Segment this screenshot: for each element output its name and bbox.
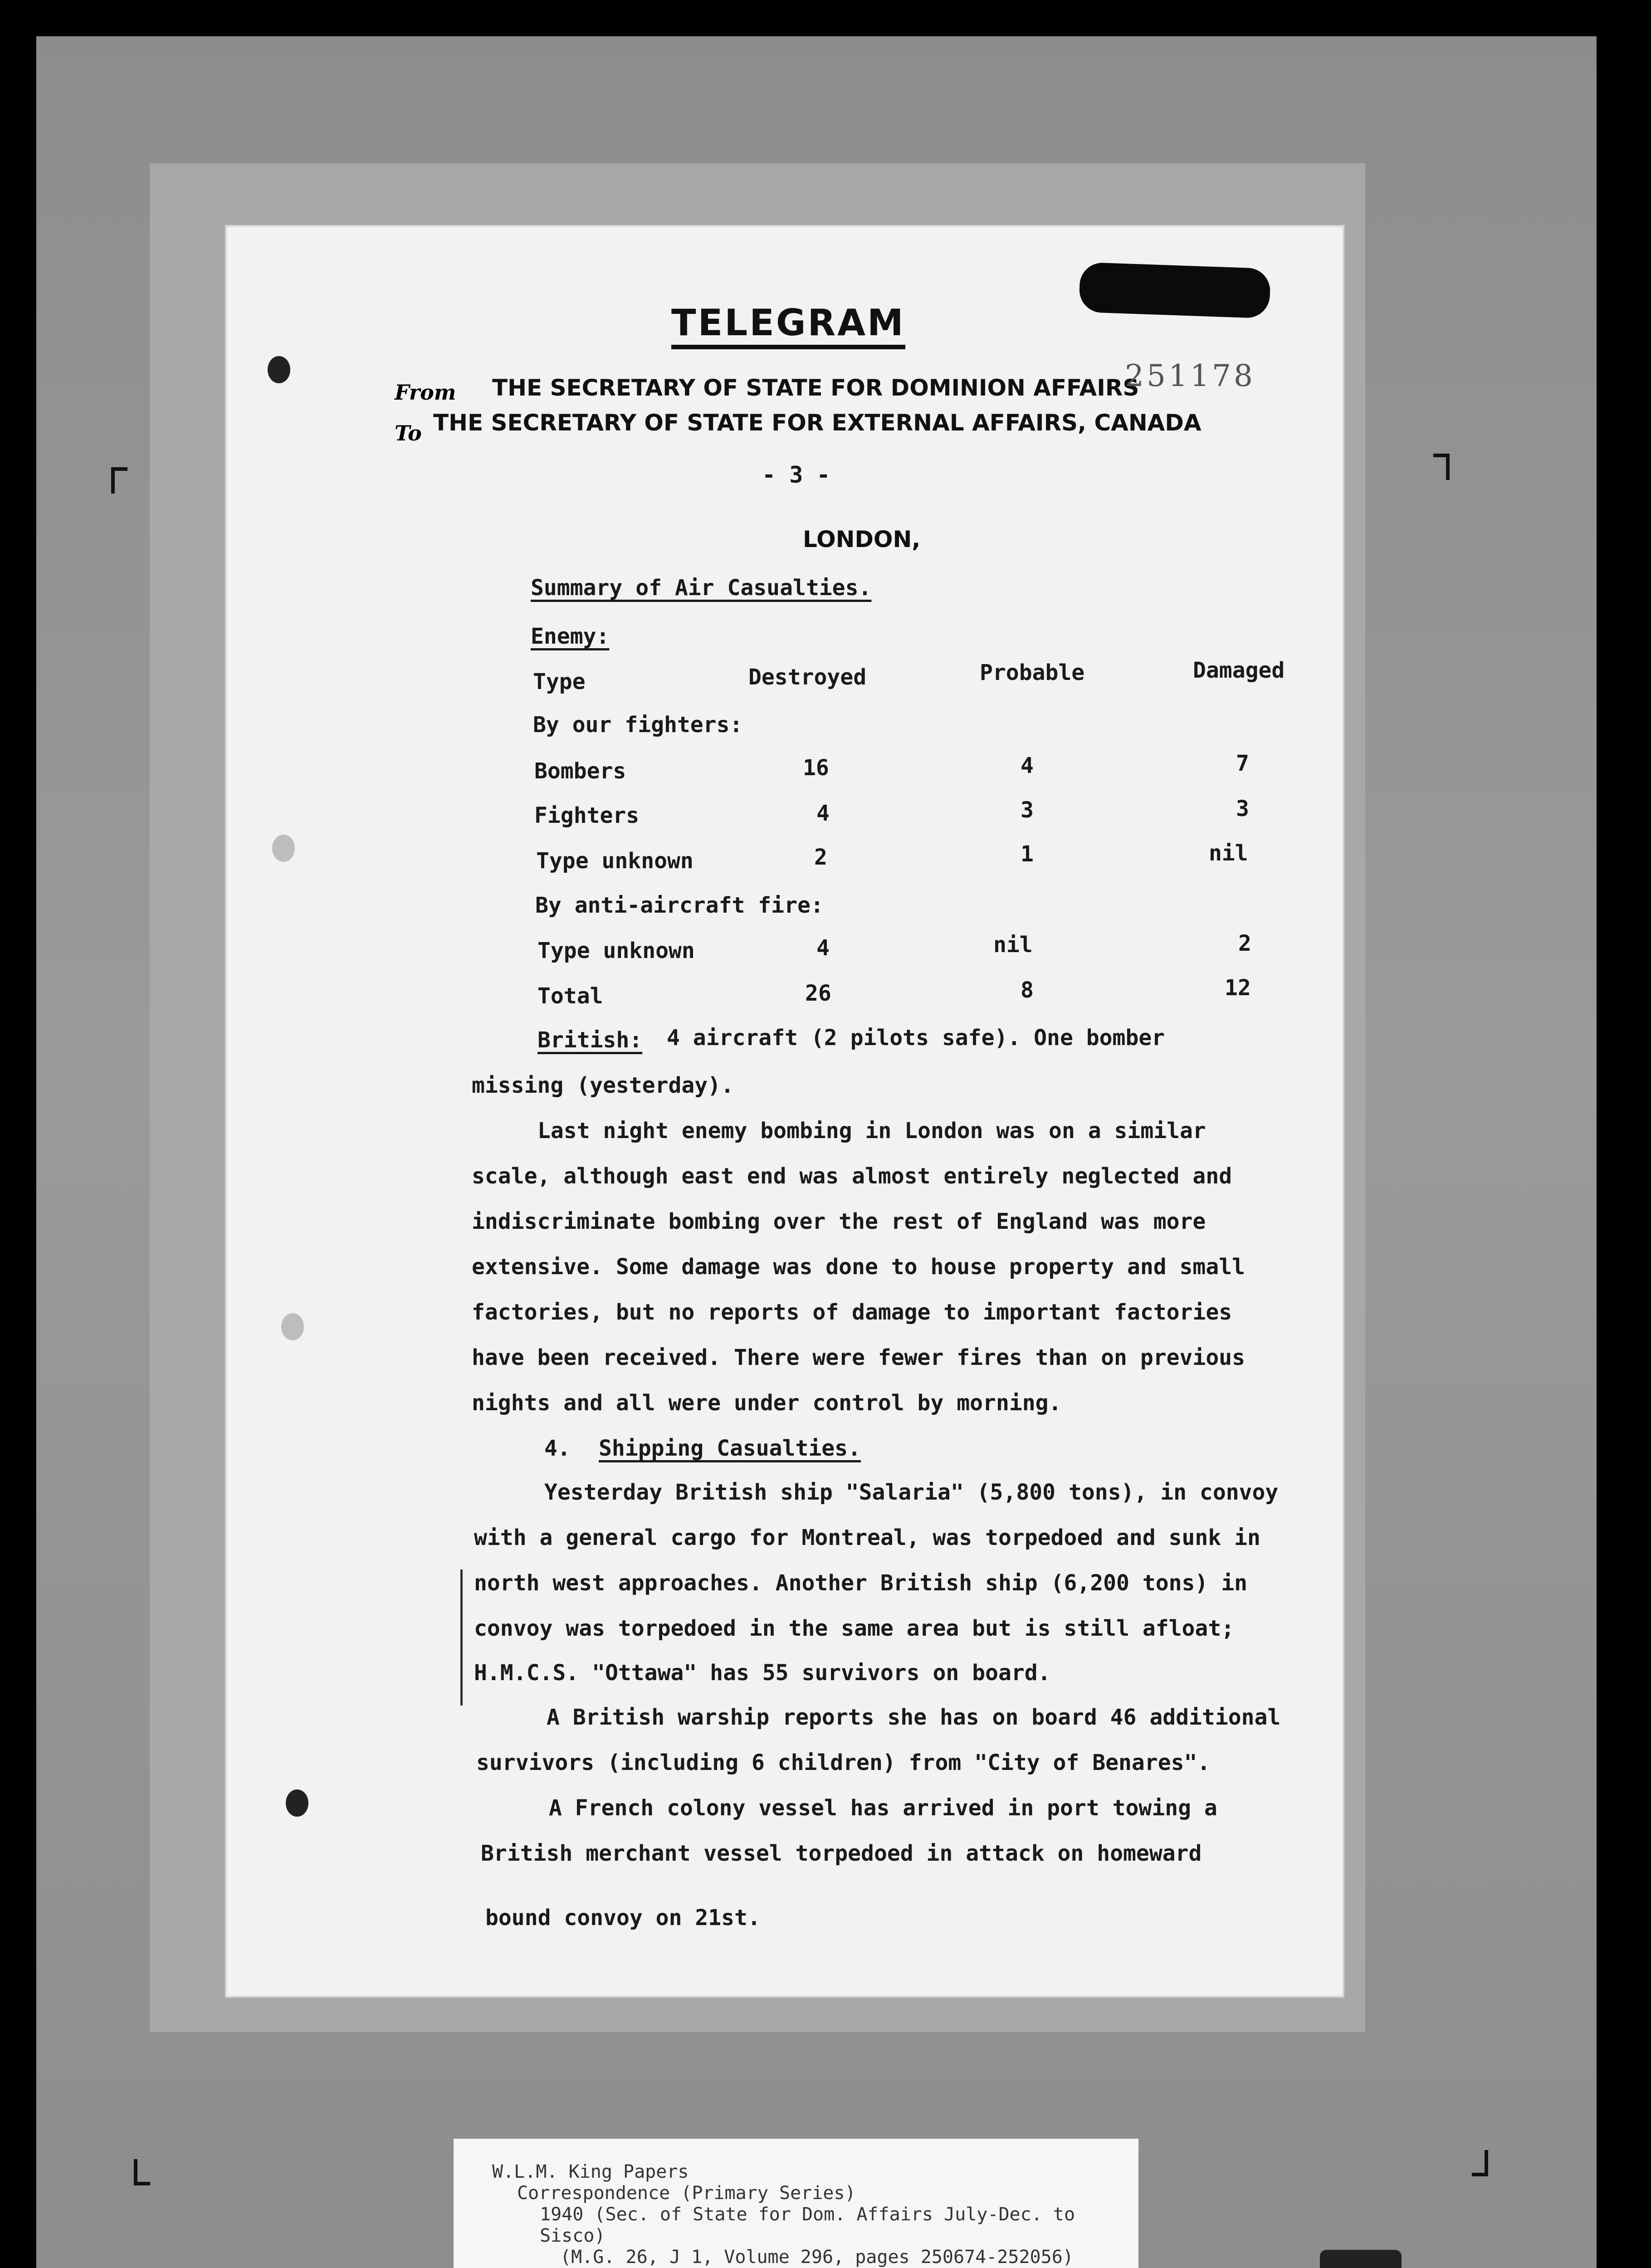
british-text: 4 aircraft (2 pilots safe). One bomber xyxy=(667,1025,1165,1051)
british-label: British: xyxy=(537,1027,643,1053)
to-text: THE SECRETARY OF STATE FOR EXTERNAL AFFAIRS, CANADA xyxy=(433,410,1202,436)
archives-logo-icon xyxy=(1320,2250,1402,2268)
row-destroyed: 4 xyxy=(816,801,830,826)
shipping-heading: Shipping Casualties. xyxy=(599,1436,861,1461)
row-damaged: 2 xyxy=(1238,931,1251,956)
paragraph-line: survivors (including 6 children) from "City of Benares". xyxy=(476,1750,1211,1775)
row-type: Bombers xyxy=(534,758,626,784)
paragraph-line: scale, although east end was almost entirely neglected and xyxy=(472,1163,1232,1189)
reference-number: 251178 xyxy=(1125,358,1255,393)
corner-mark-top-right xyxy=(1433,454,1450,480)
redaction-mark xyxy=(1079,262,1271,319)
total-probable: 8 xyxy=(1021,978,1034,1003)
paragraph-line: extensive. Some damage was done to house property and small xyxy=(472,1254,1246,1280)
paragraph-line: bound convoy on 21st. xyxy=(485,1905,761,1931)
corner-mark-bottom-right xyxy=(1472,2150,1488,2176)
paragraph-line: A French colony vessel has arrived in port towing a xyxy=(549,1795,1217,1821)
row-type: Type unknown xyxy=(536,848,694,874)
paragraph-line: convoy was torpedoed in the same area but is still afloat; xyxy=(474,1616,1235,1641)
paragraph-line: A British warship reports she has on board 46 additional xyxy=(547,1705,1281,1730)
row-probable: nil xyxy=(993,932,1033,958)
total-label: Total xyxy=(537,983,603,1009)
page-number: - 3 - xyxy=(762,462,830,488)
summary-heading: Summary of Air Casualties. xyxy=(531,575,872,601)
shipping-number: 4. xyxy=(544,1436,571,1461)
row-damaged: nil xyxy=(1209,841,1248,866)
paragraph-line: have been received. There were fewer fires than on previous xyxy=(472,1345,1246,1370)
row-probable: 3 xyxy=(1021,797,1034,823)
column-header-damaged: Damaged xyxy=(1193,658,1285,683)
by-aa-label: By anti-aircraft fire: xyxy=(535,893,824,918)
label-line: Sisco) xyxy=(540,2225,606,2246)
paragraph-line: factories, but no reports of damage to important factories xyxy=(472,1300,1232,1325)
label-line: Correspondence (Primary Series) xyxy=(517,2183,856,2204)
row-probable: 1 xyxy=(1021,841,1034,867)
row-type: Fighters xyxy=(534,803,640,828)
margin-line xyxy=(460,1569,463,1706)
british-continued: missing (yesterday). xyxy=(472,1073,734,1098)
row-destroyed: 16 xyxy=(803,755,829,781)
punch-hole xyxy=(281,1313,304,1340)
column-header-destroyed: Destroyed xyxy=(748,665,867,690)
row-destroyed: 2 xyxy=(814,845,827,870)
row-damaged: 7 xyxy=(1236,751,1249,776)
paragraph-line: Last night enemy bombing in London was on a similar xyxy=(537,1118,1206,1144)
telegram-title: TELEGRAM xyxy=(671,302,905,349)
total-damaged: 12 xyxy=(1225,975,1251,1001)
archive-reference-label xyxy=(454,2139,1138,2268)
row-probable: 4 xyxy=(1021,753,1034,778)
from-label: From xyxy=(395,380,456,405)
from-text: THE SECRETARY OF STATE FOR DOMINION AFFAIRS xyxy=(492,375,1139,401)
column-header-probable: Probable xyxy=(980,660,1085,685)
paragraph-line: with a general cargo for Montreal, was torpedoed and sunk in xyxy=(474,1525,1260,1550)
row-damaged: 3 xyxy=(1236,796,1249,821)
total-destroyed: 26 xyxy=(805,981,831,1006)
label-line: (M.G. 26, J 1, Volume 296, pages 250674-252056) xyxy=(560,2247,1074,2268)
corner-mark-bottom-left xyxy=(134,2159,150,2185)
paragraph-line: north west approaches. Another British ship (6,200 tons) in xyxy=(474,1570,1248,1596)
telegram-page xyxy=(227,227,1343,1996)
paragraph-line: H.M.C.S. "Ottawa" has 55 survivors on board. xyxy=(474,1660,1051,1686)
row-destroyed: 4 xyxy=(816,935,830,961)
row-type: Type unknown xyxy=(537,938,695,963)
label-line: W.L.M. King Papers xyxy=(492,2161,689,2182)
enemy-label: Enemy: xyxy=(531,624,610,649)
label-line: 1940 (Sec. of State for Dom. Affairs July-Dec. to xyxy=(540,2204,1075,2225)
punch-hole xyxy=(268,356,290,383)
paragraph-line: Yesterday British ship "Salaria" (5,800 tons), in convoy xyxy=(544,1480,1279,1505)
paragraph-line: indiscriminate bombing over the rest of England was more xyxy=(472,1209,1206,1234)
paragraph-line: nights and all were under control by morning. xyxy=(472,1390,1062,1416)
punch-hole xyxy=(286,1789,308,1817)
by-fighters-label: By our fighters: xyxy=(533,712,743,738)
column-header-type: Type xyxy=(533,669,586,694)
punch-hole xyxy=(272,835,295,862)
paragraph-line: British merchant vessel torpedoed in attack on homeward xyxy=(481,1841,1202,1866)
city-line: LONDON, xyxy=(803,526,921,552)
corner-mark-top-left xyxy=(111,467,127,494)
to-label: To xyxy=(395,421,422,445)
